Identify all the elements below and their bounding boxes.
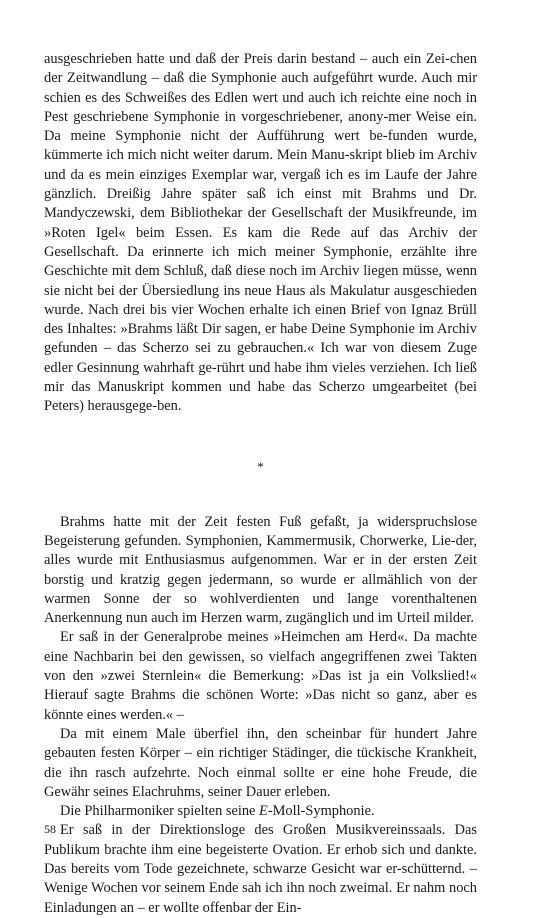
- page-number: 58: [44, 822, 56, 836]
- paragraph-general-rehearsal: Er saß in der Generalprobe meines »Heimchen am Herd«. Da machte eine Nachbarin bei den gewissen, so vielfach angegriffenen zwei Takten von den »zwei Sternlein« die Bemerkung: »Das ist ja ein Volkslied!« Hierauf sagte Brahms die schönen Worte: »Das nicht so ganz, aber es könnte eines werden.« –: [44, 629, 477, 723]
- intro-paragraph: ausgeschrieben hatte und daß der Preis darin bestand – auch ein Zei-chen der Zeitwandlung – daß die Symphonie auch aufgeführt wurde. Auch mir schien es des Schweißes des Edlen wert und auch ich reichte eine noch in Pest geschriebene Symphonie in vorgeschriebener, anony-mer Weise ein. Da meine Symphonie nicht der Aufführung wert be-funden wurde, kümmerte ich mich nicht weiter darum. Mein Manu-skript blieb im Archiv und da es mein einziges Exemplar war, vergaß ich es im Laufe der Jahre gänzlich. Dreißig Jahre später saß ich einst mit Brahms und Dr. Mandyczewski, dem Bibliothekar der Gesellschaft der Musikfreunde, im »Roten Igel« beim Essen. Es kam die Rede auf das Archiv der Gesellschaft. Da erinnerte ich mich meiner Symphonie, erzählte ihre Geschichte mit dem Schluß, daß diese noch im Archiv liegen müsse, wenn sie nicht bei der Übersiedlung ins neue Haus als Makulatur ausgeschieden wurde. Nach drei bis vier Wochen erhalte ich einen Brief von Ignaz Brüll des Inhaltes: »Brahms läßt Dir sagen, er habe Deine Symphonie im Archiv gefunden – das Scherzo sei zu gebrauchen.« Ich war von diesem Zuge edler Gesinnung wahrhaft ge-rührt und habe ihm vieles verziehen. Ich ließ mir das Manuskript kommen und habe das Scherzo umgearbeitet (bei Peters) herausgege-ben.: [44, 51, 477, 415]
- philharmonic-text-after: -Moll-Symphonie.: [267, 803, 375, 820]
- section-separator: *: [257, 458, 264, 474]
- document-page: [44, 50, 477, 918]
- paragraph-ovation: Er saß in der Direktionsloge des Großen Musikvereinssaals. Das Publikum brachte ihm eine begeisterte Ovation. Er erhob sich und dankte. Das bereits vom Tode gezeichnete, schwarze Gesicht war er-schütternd. – Wenige Wochen vor seinem Ende sah ich ihn noch zweimal. Er nahm noch Einladungen an – er wollte offenbar der Ein-: [44, 822, 477, 916]
- paragraph-philharmonic: [44, 802, 477, 821]
- philharmonic-text-before: Die Philharmoniker spielten seine: [60, 803, 260, 820]
- paragraph-brahms-fame: Brahms hatte mit der Zeit festen Fuß gefaßt, ja widerspruchslose Begeisterung gefunden. Symphonien, Kammermusik, Chorwerke, Lie-der, alles wurde mit Enthusiasmus aufgenommen. War er in der ersten Zeit borstig und kratzig gegen jedermann, so wurde er allmählich von der warmen Sonne der so wohlverdienten und lange vorenthaltenen Anerkennung nun auch im Herzen warm, zugänglich und im Urteil milder.: [44, 513, 477, 627]
- philharmonic-key-letter: E: [259, 803, 268, 820]
- paragraph-illness: Da mit einem Male überfiel ihn, den scheinbar für hundert Jahre gebauten festen Körper – ein richtiger Städinger, die tückische Krankheit, die ihn rasch aufzehrte. Noch einmal sollte er eine hohe Freude, die Gewähr seines Elachruhms, seiner Dauer erleben.: [44, 725, 477, 800]
